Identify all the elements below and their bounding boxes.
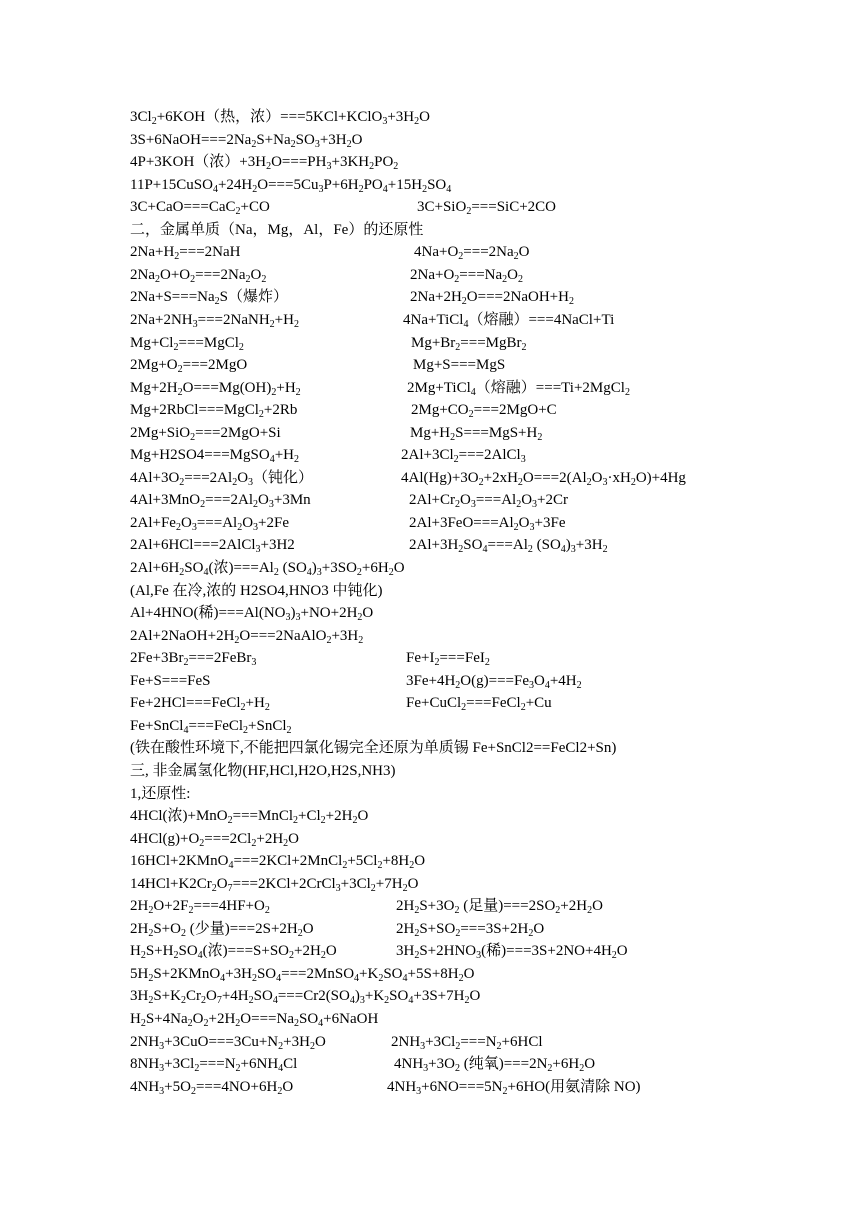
equation-text: $3S+6NaOH===2Na_2S+Na_2SO_3+3H_2O$: [130, 131, 363, 150]
equation-text-right: Mg+S===MgS: [413, 357, 506, 374]
equation-text: $Mg+Cl_2===MgCl_2$: [130, 334, 244, 353]
equation-text-right: $3H_2S+2HNO_3$(稀)$===3S+2NO+4H_2O$: [396, 943, 628, 962]
equation-text: 二，金属单质（Na，Mg，Al，Fe）的还原性: [130, 221, 424, 238]
equation-text-right: $3Fe+4H_2O(g)===Fe_3O_4+4H_2$: [406, 672, 582, 691]
equation-text: $Mg+2H_2O===Mg(OH)_2+H_2$: [130, 379, 301, 398]
equation-text-right: $Mg+Br_2===MgBr_2$: [411, 334, 527, 353]
equation-text: $3H_2S+K_2Cr_2O_7+4H_2SO_4===Cr2(SO_4)_3+K_2SO_4+3S+7H_2O$: [130, 988, 481, 1007]
equation-text: $Mg+H2SO4===MgSO_4+H_2$: [130, 447, 299, 466]
equation-text: $H_2S+H_2SO_4$(浓)$===S+SO_2+2H_2O$: [130, 943, 337, 962]
equation-text-right: $Fe+I_2===FeI_2$: [406, 650, 490, 669]
equation-text: $8NH_3+3Cl_2===N_2+6NH_4Cl$: [130, 1056, 298, 1075]
equation-text: $2Mg+O_2===2MgO$: [130, 357, 248, 376]
equation-text-right: $2Na+2H_2O===2NaOH+H_2$: [410, 289, 574, 308]
equation-text-right: $2NH_3+3Cl_2===N_2+6HCl$: [391, 1033, 543, 1052]
equation-text: (铁在酸性环境下,不能把四氯化锡完全还原为单质锡 Fe+SnCl2==FeCl2+Sn): [130, 740, 617, 757]
equation-text: 2Al+6HCl===2AlCl$_3$+3H2: [130, 537, 295, 556]
equation-text: $4HCl(g)+O_2===2Cl_2+2H_2O$: [130, 830, 299, 849]
equation-text: 4P+3KOH（浓）$+3H_2O===PH_3+3KH_2PO_2$: [130, 154, 399, 173]
equation-text: $2Al+2NaOH+2H_2O===2NaAlO_2+3H_2$: [130, 627, 364, 646]
equation-text: $2Na+S===Na_2S$（爆炸）: [130, 289, 289, 308]
equation-text-right: $2Al+3FeO===Al_2O_3+3Fe$: [409, 514, 566, 533]
equation-text: (Al,Fe 在冷,浓的 H2SO4,HNO3 中钝化): [130, 582, 383, 599]
equation-text: $4Al+3O_2===2Al_2O_3$（钝化）: [130, 469, 314, 488]
equation-text: 1,还原性:: [130, 785, 191, 802]
equation-text: $Fe+2HCl===FeCl_2+H_2$: [130, 695, 270, 714]
equation-text-right: $2H_2S+3O_2$ (足量)$===2SO_2+2H_2O$: [396, 898, 603, 917]
equation-text: 4HCl(浓)$+MnO_2===MnCl_2+Cl_2+2H_2O$: [130, 808, 369, 827]
equation-text: $3Cl_2+6KOH$（热，浓）$===5KCl+KClO_3+3H_2O$: [130, 109, 430, 127]
equation-text: $2H_2S+O_2$ (少量)$===2S+2H_2O$: [130, 920, 314, 939]
equation-text-right: $2Al+Cr_2O_3===Al_2O_3+2Cr$: [409, 492, 569, 511]
equation-text: $2Al+6H_2SO_4$(浓)$===Al_2$ $(SO_4)_3+3SO_2+6H_2O$: [130, 560, 405, 578]
equation-text: $4Al+3MnO_2===2Al_2O_3+3Mn$: [130, 492, 311, 511]
equation-text-right: $Mg+H_2S===MgS+H_2$: [410, 424, 543, 443]
equation-text: $2Al+Fe_2O_3===Al_2O_3+2Fe$: [130, 514, 290, 533]
equation-text: $H_2S+4Na_2O_2+2H_2O===Na_2SO_4+6NaOH$: [130, 1011, 379, 1029]
equation-text-right: $4NH_3+3O_2$ (纯氧)$===2N_2+6H_2O$: [394, 1056, 596, 1075]
equation-text: $2H_2O+2F_2===4HF+O_2$: [130, 898, 270, 917]
equation-text: $2Na+H_2===2NaH$: [130, 244, 241, 263]
equation-text: $5H_2S+2KMnO_4+3H_2SO_4===2MnSO_4+K_2SO_4+5S+8H_2O$: [130, 965, 475, 984]
equation-text-right: $4Na+O_2===2Na_2O$: [414, 244, 530, 263]
equation-text: $2NH_3+3CuO===3Cu+N_2+3H_2O$: [130, 1033, 326, 1052]
equation-text: 2Mg+SiO$_2$===2MgO+Si: [130, 424, 281, 443]
equation-text-right: $2Na+O_2===Na_2O_2$: [410, 266, 524, 285]
equation-text: $16HCl+2KMnO_4===2KCl+2MnCl_2+5Cl_2+8H_2O$: [130, 853, 426, 872]
equation-text: $2Na+2NH_3===2NaNH_2+H_2$: [130, 311, 299, 330]
equation-text-right: $4Al(Hg)+3O_2+2xH_2O===2(Al_2O_3\cdot xH_2O)+4Hg$: [401, 469, 686, 488]
equation-text: $2Na_2O+O_2===2Na_2O_2$: [130, 266, 267, 285]
equation-text-right: $2H_2S+SO_2===3S+2H_2O$: [396, 920, 545, 939]
equation-text-right: $2Al+3Cl_2===2AlCl_3$: [401, 447, 526, 466]
equation-text-right: 3C+SiO$_2$===SiC+2CO: [417, 199, 557, 218]
equation-text-right: $4NH_3+6NO===5N_2+6HO$(用氨清除 NO): [387, 1078, 641, 1097]
equation-text: Fe+SnCl$_4$===FeCl$_2$+SnCl$_2$: [130, 717, 292, 736]
equation-text-right: $2Al+3H_2SO_4===Al_2$ $(SO_4)_3+3H_2$: [409, 537, 608, 556]
equation-text: 三, 非金属氢化物(HF,HCl,H2O,H2S,NH3): [130, 762, 396, 779]
equation-text: $4NH_3+5O_2===4NO+6H_2O$: [130, 1078, 294, 1097]
equation-text: $14HCl+K2Cr_2O_7===2KCl+2CrCl_3+3Cl_2+7H_2O$: [130, 875, 419, 894]
equation-text: Al+4HNO(稀)$===Al(NO_3)_3+NO+2H_2O$: [130, 605, 374, 624]
equation-text: $11P+15CuSO_4+24H_2O===5Cu_3P+6H_2PO_4+15H_2SO_4$: [130, 176, 452, 195]
equation-text-right: 4Na+TiCl$_4$（熔融）===4NaCl+Ti: [403, 311, 615, 330]
equation-text-right: 2Mg+TiCl$_4$（熔融）===Ti+2MgCl$_2$: [407, 379, 630, 398]
equation-text: $2Fe+3Br_2===2FeBr_3$: [130, 650, 257, 669]
equation-text-right: $2Mg+CO_2===2MgO+C$: [411, 402, 557, 421]
equation-text: 3C+CaO===CaC$_2$+CO: [130, 199, 270, 218]
equation-text: Fe+S===FeS: [130, 672, 211, 689]
equation-text: Mg+2RbCl===MgCl$_2$+2Rb: [130, 402, 298, 421]
equation-text-right: Fe+CuCl$_2$===FeCl$_2$+Cu: [406, 695, 552, 714]
